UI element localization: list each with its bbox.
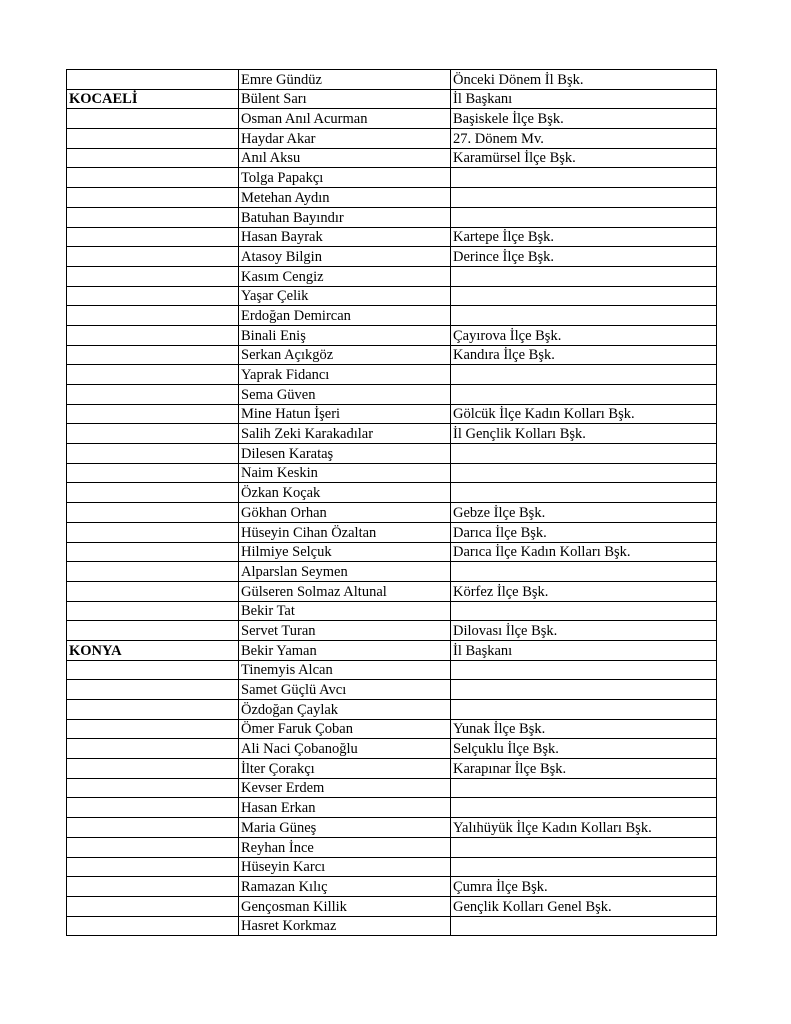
title-cell bbox=[451, 601, 717, 621]
name-cell: Batuhan Bayındır bbox=[239, 207, 451, 227]
province-cell bbox=[67, 680, 239, 700]
title-cell: Önceki Dönem İl Bşk. bbox=[451, 70, 717, 90]
title-cell bbox=[451, 483, 717, 503]
province-cell bbox=[67, 778, 239, 798]
table-row bbox=[67, 345, 717, 365]
name-cell: Atasoy Bilgin bbox=[239, 247, 451, 267]
table-row bbox=[67, 778, 717, 798]
table-row bbox=[67, 640, 717, 660]
title-cell: Karamürsel İlçe Bşk. bbox=[451, 148, 717, 168]
title-cell bbox=[451, 306, 717, 326]
table-row bbox=[67, 759, 717, 779]
province-cell bbox=[67, 522, 239, 542]
table-row bbox=[67, 89, 717, 109]
name-cell: Metehan Aydın bbox=[239, 188, 451, 208]
table-row bbox=[67, 463, 717, 483]
table-row bbox=[67, 266, 717, 286]
name-cell: Mine Hatun İşeri bbox=[239, 404, 451, 424]
title-cell bbox=[451, 778, 717, 798]
title-cell: İl Başkanı bbox=[451, 640, 717, 660]
name-cell: Salih Zeki Karakadılar bbox=[239, 424, 451, 444]
title-cell: Darıca İlçe Bşk. bbox=[451, 522, 717, 542]
name-cell: Dilesen Karataş bbox=[239, 444, 451, 464]
title-cell bbox=[451, 700, 717, 720]
table-row bbox=[67, 621, 717, 641]
delegate-table bbox=[66, 69, 717, 936]
title-cell: Başiskele İlçe Bşk. bbox=[451, 109, 717, 129]
province-cell bbox=[67, 385, 239, 405]
province-cell bbox=[67, 719, 239, 739]
table-row bbox=[67, 798, 717, 818]
table-row bbox=[67, 306, 717, 326]
title-cell bbox=[451, 463, 717, 483]
province-cell bbox=[67, 660, 239, 680]
province-cell bbox=[67, 581, 239, 601]
name-cell: Samet Güçlü Avcı bbox=[239, 680, 451, 700]
province-cell bbox=[67, 148, 239, 168]
province-cell bbox=[67, 70, 239, 90]
table-row bbox=[67, 365, 717, 385]
table-row bbox=[67, 700, 717, 720]
name-cell: Erdoğan Demircan bbox=[239, 306, 451, 326]
province-cell bbox=[67, 266, 239, 286]
province-cell bbox=[67, 365, 239, 385]
title-cell: İl Gençlik Kolları Bşk. bbox=[451, 424, 717, 444]
title-cell bbox=[451, 168, 717, 188]
table-row bbox=[67, 739, 717, 759]
title-cell bbox=[451, 837, 717, 857]
name-cell: Hüseyin Karcı bbox=[239, 857, 451, 877]
province-cell bbox=[67, 877, 239, 897]
name-cell: Sema Güven bbox=[239, 385, 451, 405]
province-cell bbox=[67, 798, 239, 818]
table-row bbox=[67, 227, 717, 247]
title-cell bbox=[451, 188, 717, 208]
name-cell: Bekir Tat bbox=[239, 601, 451, 621]
province-cell bbox=[67, 700, 239, 720]
table-row bbox=[67, 424, 717, 444]
title-cell: 27. Dönem Mv. bbox=[451, 129, 717, 149]
title-cell: Körfez İlçe Bşk. bbox=[451, 581, 717, 601]
province-cell bbox=[67, 503, 239, 523]
title-cell: Darıca İlçe Kadın Kolları Bşk. bbox=[451, 542, 717, 562]
name-cell: Alparslan Seymen bbox=[239, 562, 451, 582]
table-row bbox=[67, 129, 717, 149]
table-row bbox=[67, 286, 717, 306]
province-cell bbox=[67, 601, 239, 621]
title-cell: Yunak İlçe Bşk. bbox=[451, 719, 717, 739]
name-cell: Hilmiye Selçuk bbox=[239, 542, 451, 562]
province-cell bbox=[67, 542, 239, 562]
name-cell: Ali Naci Çobanoğlu bbox=[239, 739, 451, 759]
province-cell bbox=[67, 424, 239, 444]
name-cell: Bülent Sarı bbox=[239, 89, 451, 109]
table-row bbox=[67, 916, 717, 936]
province-cell bbox=[67, 247, 239, 267]
province-cell bbox=[67, 857, 239, 877]
province-cell bbox=[67, 129, 239, 149]
name-cell: Binali Eniş bbox=[239, 325, 451, 345]
province-cell bbox=[67, 325, 239, 345]
title-cell bbox=[451, 680, 717, 700]
province-cell: KONYA bbox=[67, 640, 239, 660]
name-cell: Hasan Erkan bbox=[239, 798, 451, 818]
province-cell bbox=[67, 109, 239, 129]
title-cell bbox=[451, 444, 717, 464]
province-cell bbox=[67, 306, 239, 326]
table-row bbox=[67, 896, 717, 916]
name-cell: Anıl Aksu bbox=[239, 148, 451, 168]
title-cell bbox=[451, 365, 717, 385]
table-row bbox=[67, 148, 717, 168]
province-cell bbox=[67, 404, 239, 424]
province-cell bbox=[67, 463, 239, 483]
table-row bbox=[67, 837, 717, 857]
province-cell bbox=[67, 227, 239, 247]
name-cell: Ramazan Kılıç bbox=[239, 877, 451, 897]
name-cell: Bekir Yaman bbox=[239, 640, 451, 660]
title-cell: Gebze İlçe Bşk. bbox=[451, 503, 717, 523]
table-row bbox=[67, 404, 717, 424]
province-cell bbox=[67, 345, 239, 365]
province-cell bbox=[67, 168, 239, 188]
province-cell bbox=[67, 483, 239, 503]
title-cell bbox=[451, 266, 717, 286]
table-row bbox=[67, 70, 717, 90]
title-cell bbox=[451, 857, 717, 877]
name-cell: Özdoğan Çaylak bbox=[239, 700, 451, 720]
name-cell: Kevser Erdem bbox=[239, 778, 451, 798]
table-row bbox=[67, 660, 717, 680]
province-cell bbox=[67, 896, 239, 916]
province-cell bbox=[67, 739, 239, 759]
name-cell: Serkan Açıkgöz bbox=[239, 345, 451, 365]
table-row bbox=[67, 818, 717, 838]
name-cell: Kasım Cengiz bbox=[239, 266, 451, 286]
table-row bbox=[67, 109, 717, 129]
name-cell: Maria Güneş bbox=[239, 818, 451, 838]
title-cell: Dilovası İlçe Bşk. bbox=[451, 621, 717, 641]
name-cell: Tolga Papakçı bbox=[239, 168, 451, 188]
name-cell: Naim Keskin bbox=[239, 463, 451, 483]
title-cell: Gençlik Kolları Genel Bşk. bbox=[451, 896, 717, 916]
title-cell: İl Başkanı bbox=[451, 89, 717, 109]
name-cell: Gençosman Killik bbox=[239, 896, 451, 916]
table-row bbox=[67, 207, 717, 227]
name-cell: Yaprak Fidancı bbox=[239, 365, 451, 385]
title-cell: Kartepe İlçe Bşk. bbox=[451, 227, 717, 247]
title-cell: Karapınar İlçe Bşk. bbox=[451, 759, 717, 779]
table-row bbox=[67, 168, 717, 188]
title-cell: Çayırova İlçe Bşk. bbox=[451, 325, 717, 345]
name-cell: Özkan Koçak bbox=[239, 483, 451, 503]
table-row bbox=[67, 680, 717, 700]
province-cell bbox=[67, 207, 239, 227]
table-row bbox=[67, 385, 717, 405]
title-cell: Selçuklu İlçe Bşk. bbox=[451, 739, 717, 759]
title-cell: Derince İlçe Bşk. bbox=[451, 247, 717, 267]
name-cell: Hasret Korkmaz bbox=[239, 916, 451, 936]
name-cell: Yaşar Çelik bbox=[239, 286, 451, 306]
title-cell bbox=[451, 916, 717, 936]
table-row bbox=[67, 877, 717, 897]
table-row bbox=[67, 522, 717, 542]
delegate-table-body bbox=[67, 70, 717, 936]
province-cell bbox=[67, 916, 239, 936]
title-cell bbox=[451, 207, 717, 227]
title-cell: Çumra İlçe Bşk. bbox=[451, 877, 717, 897]
province-cell bbox=[67, 562, 239, 582]
table-row bbox=[67, 562, 717, 582]
province-cell bbox=[67, 188, 239, 208]
table-row bbox=[67, 483, 717, 503]
table-row bbox=[67, 503, 717, 523]
name-cell: Tinemyis Alcan bbox=[239, 660, 451, 680]
name-cell: Reyhan İnce bbox=[239, 837, 451, 857]
table-row bbox=[67, 188, 717, 208]
title-cell: Gölcük İlçe Kadın Kolları Bşk. bbox=[451, 404, 717, 424]
province-cell bbox=[67, 286, 239, 306]
province-cell bbox=[67, 759, 239, 779]
province-cell bbox=[67, 837, 239, 857]
province-cell: KOCAELİ bbox=[67, 89, 239, 109]
title-cell bbox=[451, 286, 717, 306]
table-row bbox=[67, 325, 717, 345]
title-cell bbox=[451, 798, 717, 818]
province-cell bbox=[67, 818, 239, 838]
name-cell: Hasan Bayrak bbox=[239, 227, 451, 247]
table-row bbox=[67, 247, 717, 267]
title-cell: Kandıra İlçe Bşk. bbox=[451, 345, 717, 365]
table-row bbox=[67, 542, 717, 562]
name-cell: Ömer Faruk Çoban bbox=[239, 719, 451, 739]
name-cell: İlter Çorakçı bbox=[239, 759, 451, 779]
title-cell bbox=[451, 562, 717, 582]
province-cell bbox=[67, 444, 239, 464]
table-row bbox=[67, 719, 717, 739]
name-cell: Gülseren Solmaz Altunal bbox=[239, 581, 451, 601]
name-cell: Emre Gündüz bbox=[239, 70, 451, 90]
title-cell: Yalıhüyük İlçe Kadın Kolları Bşk. bbox=[451, 818, 717, 838]
name-cell: Gökhan Orhan bbox=[239, 503, 451, 523]
name-cell: Servet Turan bbox=[239, 621, 451, 641]
title-cell bbox=[451, 385, 717, 405]
table-row bbox=[67, 601, 717, 621]
table-row bbox=[67, 444, 717, 464]
name-cell: Haydar Akar bbox=[239, 129, 451, 149]
name-cell: Osman Anıl Acurman bbox=[239, 109, 451, 129]
title-cell bbox=[451, 660, 717, 680]
province-cell bbox=[67, 621, 239, 641]
table-row bbox=[67, 581, 717, 601]
name-cell: Hüseyin Cihan Özaltan bbox=[239, 522, 451, 542]
table-row bbox=[67, 857, 717, 877]
